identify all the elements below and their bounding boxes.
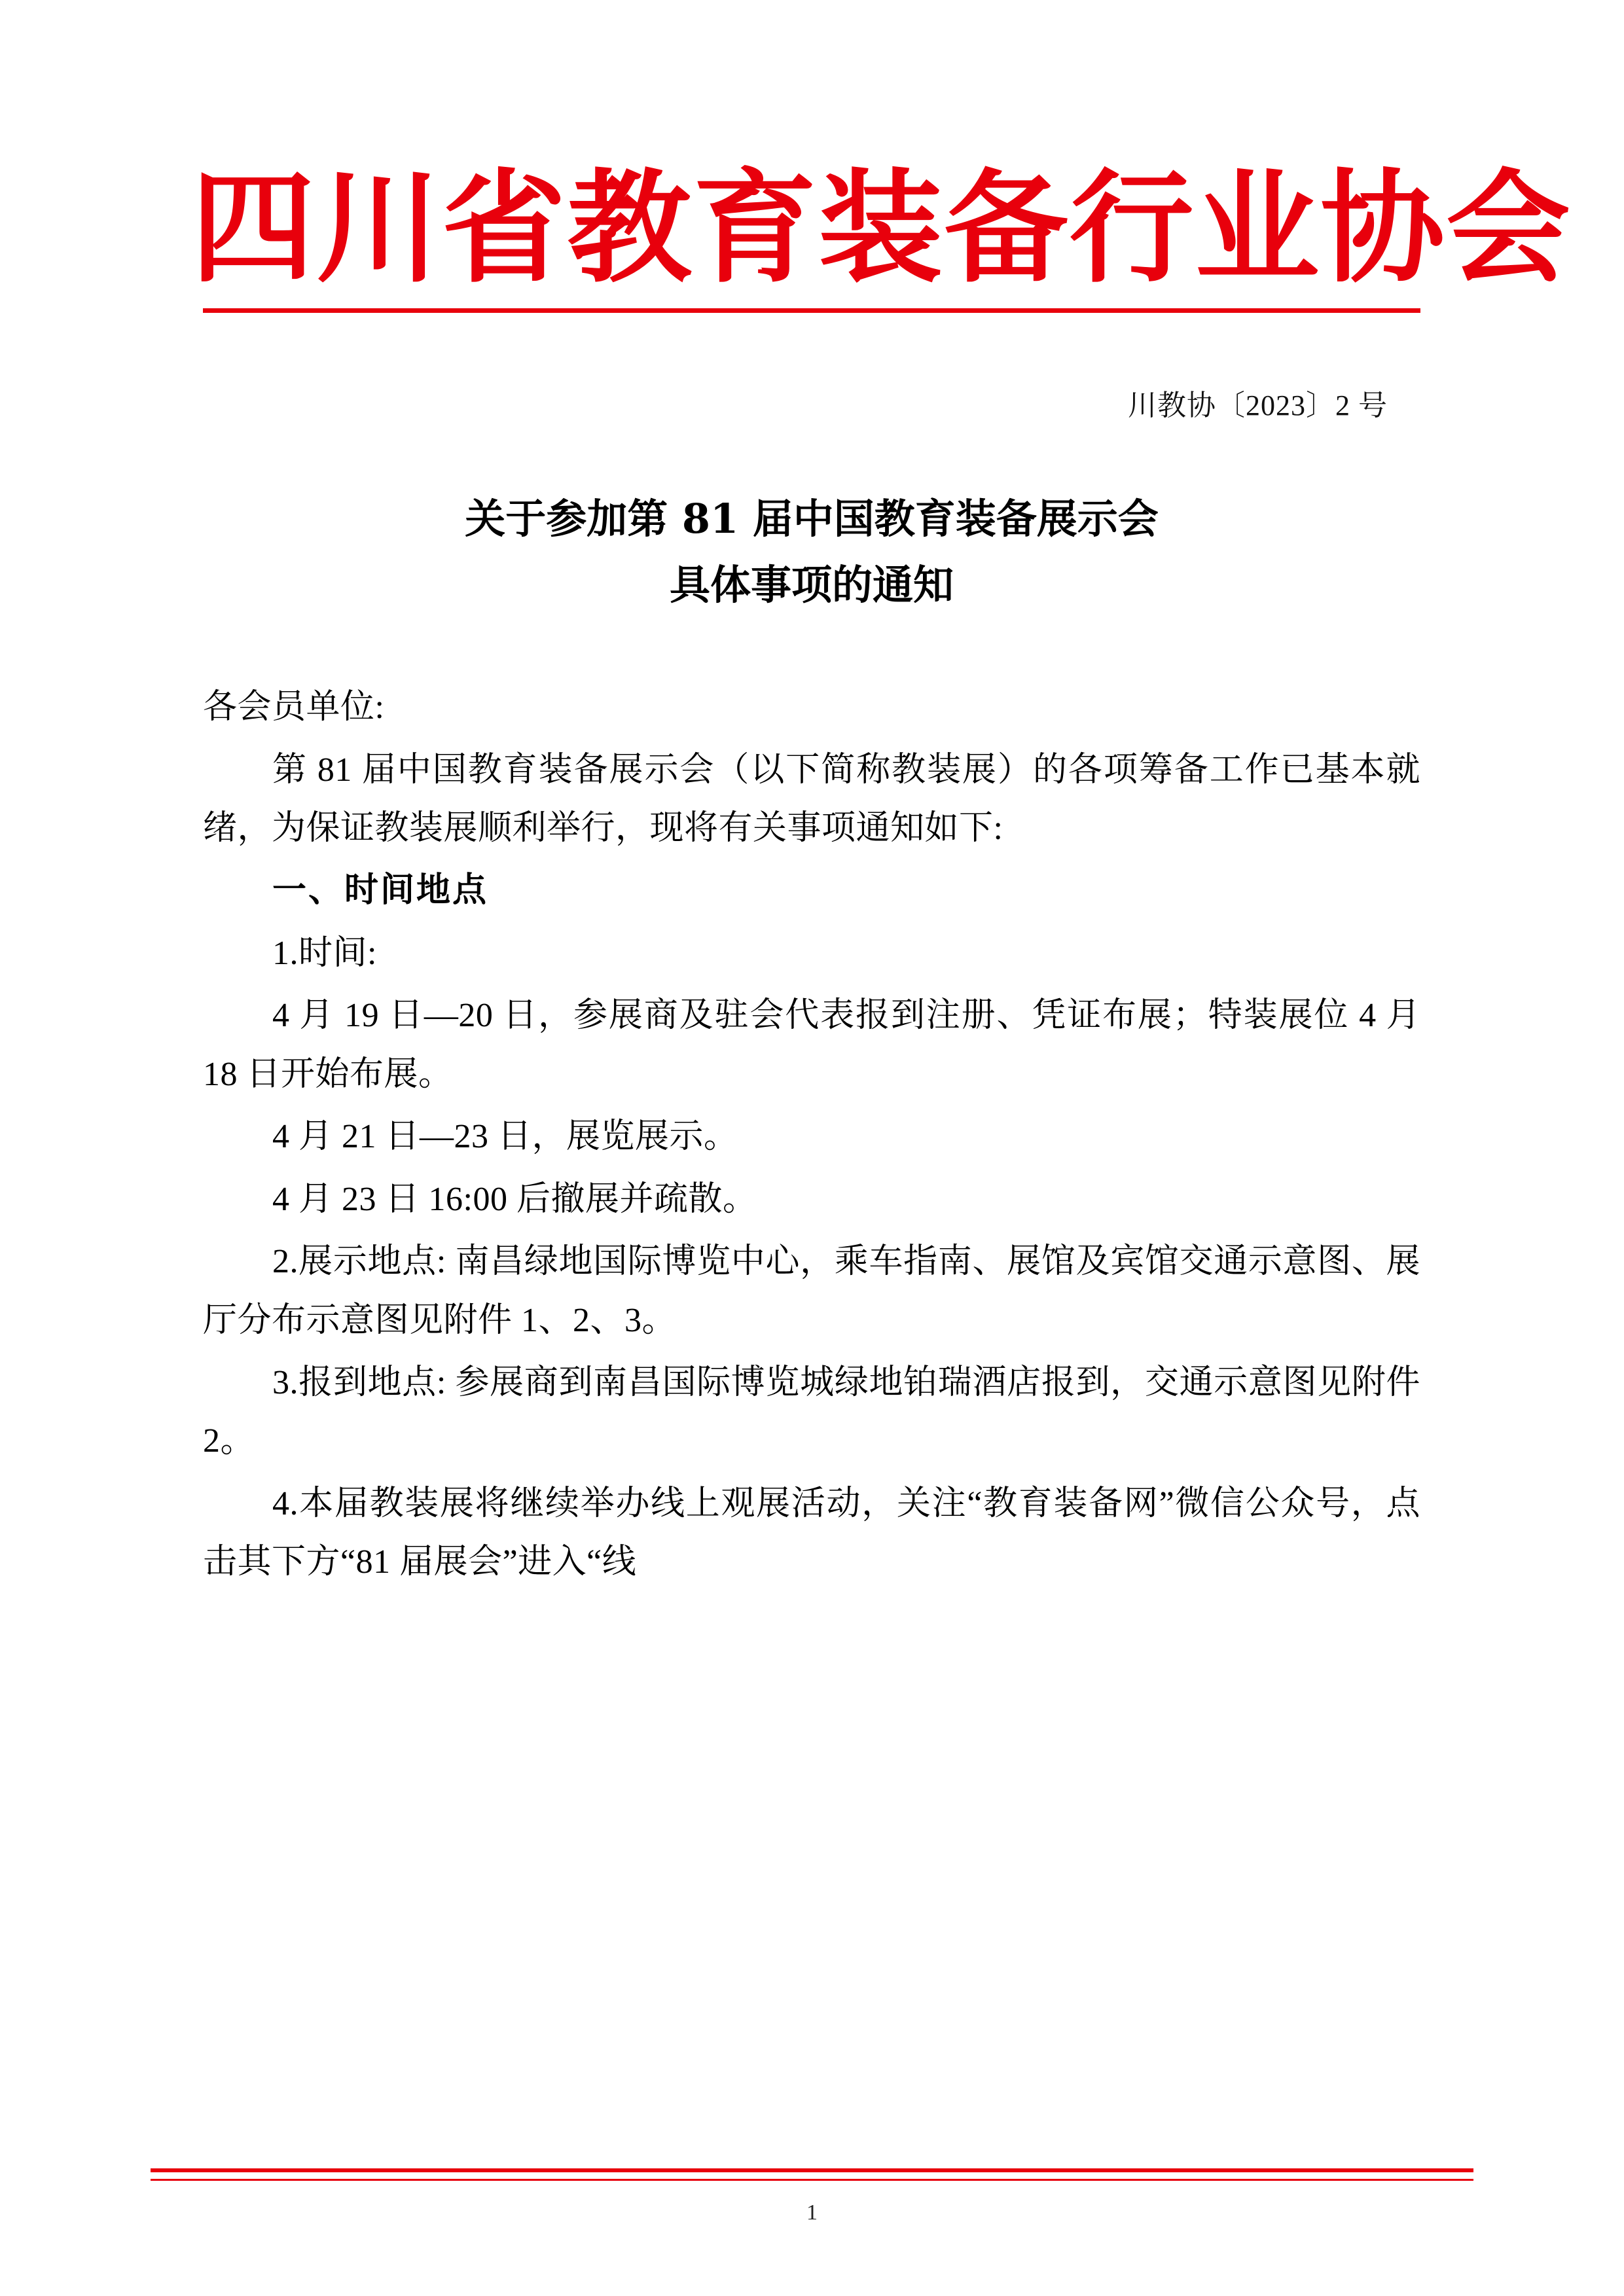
organization-title: 四川省教育装备行业协会 — [190, 156, 1572, 299]
paragraph-intro: 第 81 届中国教育装备展示会（以下简称教装展）的各项筹备工作已基本就绪，为保证教装展顺利举行，现将有关事项通知如下: — [203, 751, 1420, 848]
page-footer — [151, 2168, 1473, 2225]
list-item-checkin: 3.报到地点: 参展商到南昌国际博览城绿地铂瑞酒店报到，交通示意图见附件 2。 — [203, 1363, 1420, 1460]
list-item-venue: 2.展示地点: 南昌绿地国际博览中心，乘车指南、展馆及宾馆交通示意图、展厅分布示意图见附件 1、2、3。 — [203, 1243, 1420, 1339]
page-title-line1: 关于参加第 81 届中国教育装备展示会 — [465, 495, 1159, 543]
document-content — [190, 0, 1572, 1596]
list-item-time-a: 4 月 19 日—20 日，参展商及驻会代表报到注册、凭证布展；特装展位 4 月 18 日开始布展。 — [203, 997, 1420, 1093]
page-title-line2: 具体事项的通知 — [669, 560, 954, 609]
list-item-online: 4.本届教装展将继续举办线上观展活动，关注“教育装备网”微信公众号，点击其下方“81 届展会”进入“线 — [203, 1484, 1420, 1581]
salutation: 各会员单位: — [203, 689, 385, 726]
masthead-rule — [203, 308, 1420, 313]
list-item-time-c: 4 月 23 日 16:00 后撤展并疏散。 — [272, 1180, 757, 1218]
list-item-time-b: 4 月 21 日—23 日，展览展示。 — [272, 1118, 738, 1156]
document-number: 川教协〔2023〕2 号 — [1128, 389, 1388, 422]
section-heading-1: 一、时间地点 — [272, 872, 489, 910]
body-text — [203, 678, 1420, 1592]
footer-rule-thin — [151, 2179, 1473, 2181]
masthead — [190, 156, 1572, 313]
page-title — [203, 486, 1420, 618]
page-number: 1 — [806, 2200, 818, 2225]
list-item-time-label: 1.时间: — [272, 934, 377, 972]
footer-rule-thick — [151, 2168, 1473, 2172]
